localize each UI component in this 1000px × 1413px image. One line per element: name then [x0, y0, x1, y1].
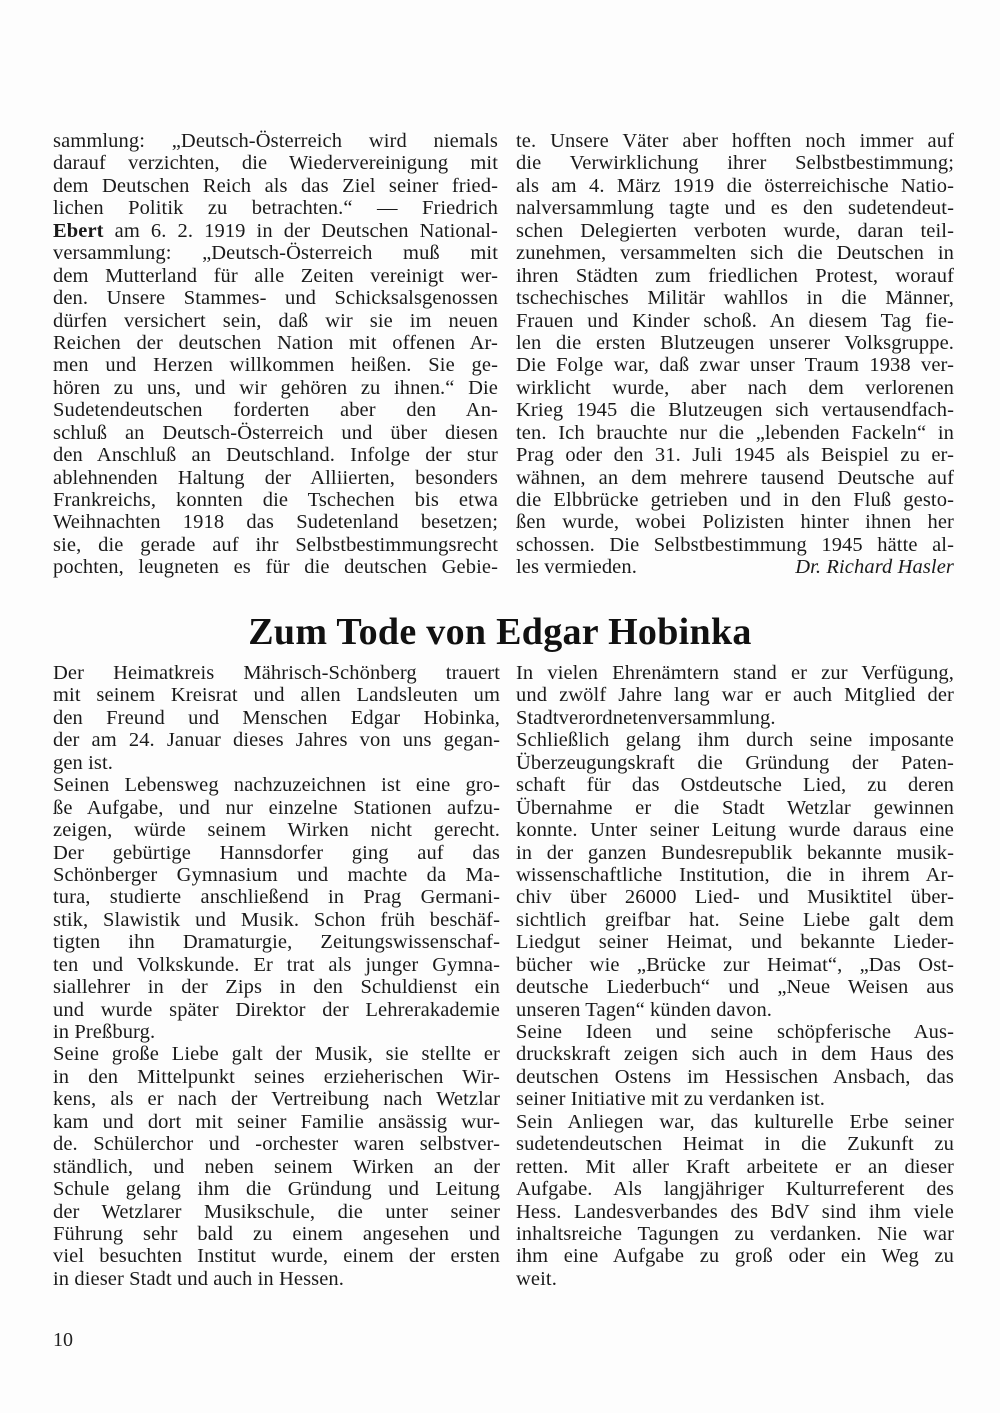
text-line: Übernahme er die Stadt Wetzlar gewinnen — [516, 796, 954, 819]
text-line: kam und dort mit seiner Familie ansässig wur- — [53, 1110, 500, 1133]
text-line: darauf verzichten, die Wiedervereinigung mit — [53, 152, 498, 175]
text-line: tura, studierte anschließend in Prag Germani- — [53, 886, 500, 909]
text-line: de. Schülerchor und -orchester waren selbstver- — [53, 1133, 500, 1156]
text-line: men und Herzen willkommen heißen. Sie ge- — [53, 354, 498, 377]
text-line: schen Delegierten verboten wurde, daran teil- — [516, 219, 954, 242]
text-line: sudetendeutschen Heimat in die Zukunft zu — [516, 1133, 954, 1156]
text-line: den Anschluß an Deutschland. Infolge der stur — [53, 444, 498, 467]
text-line: und zwölf Jahre lang war er auch Mitglied der — [516, 684, 954, 707]
text-line: ße Aufgabe, und nur einzelne Stationen aufzu- — [53, 796, 500, 819]
text-line: wirklicht wurde, aber nach dem verlorenen — [516, 376, 954, 399]
text-line: als am 4. März 1919 die österreichische Natio- — [516, 174, 954, 197]
text-line: in der ganzen Bundesrepublik bekannte musik- — [516, 841, 954, 864]
text-line: ßen wurde, wobei Polizisten hinter ihnen her — [516, 511, 954, 534]
text-line: Schließlich gelang ihm durch seine imposante — [516, 729, 954, 752]
author-signature: Dr. Richard Hasler — [795, 556, 954, 579]
text-line-rest: am 6. 2. 1919 in der Deutschen National- — [103, 219, 498, 242]
text-line: lichen Politik zu betrachten.“ — Friedrich — [53, 197, 498, 220]
text-line: viel besuchten Institut wurde, einem der ersten — [53, 1245, 500, 1268]
text-line: schaft für das Ostdeutsche Lied, zu deren — [516, 774, 954, 797]
text-line: der Wetzlarer Musikschule, die unter seiner — [53, 1200, 500, 1223]
text-line: Frankreichs, konnten die Tschechen bis etwa — [53, 489, 498, 511]
text-line: den. Unsere Stammes- und Schicksalsgenossen — [53, 287, 498, 310]
text-line: ten und Volkskunde. Er trat als junger Gymna- — [53, 953, 500, 976]
page-number: 10 — [53, 1329, 73, 1351]
text-line: seiner Initiative mit zu verdanken ist. — [516, 1088, 826, 1111]
text-line: te. Unsere Väter aber hofften noch immer auf — [516, 130, 954, 152]
text-line: nalversammlung tagte und es den sudetendeut- — [516, 197, 954, 220]
text-line: dürfen versichert sein, daß wir sie im neuen — [53, 309, 498, 332]
text-line: die Elbbrücke getrieben und in den Fluß gesto- — [516, 489, 954, 511]
text-line: pochten, leugneten es für die deutschen Gebie- — [53, 556, 498, 579]
text-line: weit. — [516, 1267, 557, 1290]
article-signoff — [516, 556, 954, 578]
text-line: Sudetendeutschen forderten aber den An- — [53, 399, 498, 422]
text-line: Aufgabe. Als langjähriger Kulturreferent des — [516, 1178, 954, 1201]
text-line: retten. Mit aller Kraft arbeitete er an dieser — [516, 1155, 954, 1178]
text-line: Der gebürtige Hannsdorfer ging auf das — [53, 841, 500, 864]
text-line: kens, als er nach der Vertreibung nach Wetzlar — [53, 1088, 500, 1111]
text-line: hören zu uns, und wir gehören zu ihnen.“ Die — [53, 376, 498, 399]
text-line: ihm eine Aufgabe zu groß oder ein Weg zu — [516, 1245, 954, 1268]
text-line: versammlung: „Deutsch-Österreich muß mit — [53, 242, 498, 265]
text-line: deutsche Liederbuch“ und „Neue Weisen aus — [516, 976, 954, 999]
text-line: Liedgut seiner Heimat, und bekannte Lieder- — [516, 931, 954, 954]
text-line: sie, die gerade auf ihr Selbstbestimmungsrecht — [53, 533, 498, 556]
text-line: Sein Anliegen war, das kulturelle Erbe seiner — [516, 1110, 954, 1133]
upper-article-right-column — [516, 130, 954, 579]
text-line: wähnen, an dem mehrere tausend Deutsche auf — [516, 466, 954, 489]
closing-text: les vermieden. — [516, 556, 637, 579]
text-line: dem Mutterland für alle Zeiten vereinigt wer- — [53, 264, 498, 287]
text-line: Überzeugungskraft die Gründung der Paten- — [516, 751, 954, 774]
text-line: ständlich, und neben seinem Wirken an der — [53, 1155, 500, 1178]
obituary-headline: Zum Tode von Edgar Hobinka — [248, 611, 752, 653]
text-line: in dieser Stadt und auch in Hessen. — [53, 1267, 345, 1290]
text-line: ablehnenden Haltung der Alliierten, besonders — [53, 466, 498, 489]
text-line: bücher wie „Brücke zur Heimat“, „Das Ost- — [516, 953, 954, 976]
text-line: siallehrer in der Zips in den Schuldienst ein — [53, 976, 500, 999]
text-line: ten. Ich brauchte nur die „lebenden Fackeln“ in — [516, 421, 954, 444]
text-line — [53, 220, 498, 242]
text-line: Seinen Lebensweg nachzuzeichnen ist eine gro- — [53, 774, 500, 797]
text-line: Krieg 1945 die Blutzeugen sich vertausendfach- — [516, 399, 954, 422]
text-line: In vielen Ehrenämtern stand er zur Verfügung, — [516, 662, 954, 684]
text-line: Stadtverordnetenversammlung. — [516, 706, 776, 729]
text-line: Der Heimatkreis Mährisch-Schönberg trauert — [53, 662, 500, 684]
obituary-left-column — [53, 662, 500, 1290]
text-line: tschechisches Militär wahllos in die Männer, — [516, 287, 954, 310]
text-line: schossen. Die Selbstbestimmung 1945 hätte al- — [516, 533, 954, 556]
text-line: ihren Städten zum friedlichen Protest, worauf — [516, 264, 954, 287]
bold-name: Ebert — [53, 219, 104, 242]
text-line: mit seinem Kreisrat und allen Landsleuten um — [53, 684, 500, 707]
text-line: inhaltsreiche Tagungen zu verdanken. Nie war — [516, 1222, 954, 1245]
obituary-right-column — [516, 662, 954, 1290]
text-line: konnte. Unter seiner Leitung wurde daraus eine — [516, 819, 954, 842]
text-line: stik, Slawistik und Musik. Schon früh beschäf- — [53, 908, 500, 931]
text-line: schluß an Deutsch-Österreich und über diesen — [53, 421, 498, 444]
text-line: Reichen der deutschen Nation mit offenen Ar- — [53, 331, 498, 354]
text-line: Führung sehr bald zu einem angesehen und — [53, 1222, 500, 1245]
text-line: der am 24. Januar dieses Jahres von uns gegan- — [53, 729, 500, 752]
text-line: Weihnachten 1918 das Sudetenland besetzen; — [53, 511, 498, 534]
text-line: den Freund und Menschen Edgar Hobinka, — [53, 706, 500, 729]
text-line: die Verwirklichung ihrer Selbstbestimmung; — [516, 152, 954, 175]
text-line: chiv über 26000 Lied- und Musiktitel über- — [516, 886, 954, 909]
text-line: deutschen Ostens im Hessischen Ansbach, das — [516, 1065, 954, 1088]
text-line: gen ist. — [53, 751, 114, 774]
text-line: und wurde später Direktor der Lehrerakademie — [53, 998, 500, 1021]
text-line: Frauen und Kinder schoß. An diesem Tag fie- — [516, 309, 954, 332]
text-line: Prag oder den 31. Juli 1945 als Beispiel zu er- — [516, 444, 954, 467]
text-line: zunehmen, versammelten sich die Deutschen in — [516, 242, 954, 265]
upper-article-left-column — [53, 130, 498, 579]
text-line: Seine große Liebe galt der Musik, sie stellte er — [53, 1043, 500, 1066]
text-line: Die Folge war, daß zwar unser Traum 1938 ver- — [516, 354, 954, 377]
text-line: wissenschaftliche Institution, die in ihrem Ar- — [516, 863, 954, 886]
text-line: zeigen, würde seinem Wirken nicht gerecht. — [53, 819, 500, 842]
text-line: sammlung: „Deutsch-Österreich wird niemals — [53, 130, 498, 152]
text-line: unseren Tagen“ künden davon. — [516, 998, 773, 1021]
text-line: dem Deutschen Reich als das Ziel seiner fried- — [53, 174, 498, 197]
text-line: sichtlich greifbar hat. Seine Liebe galt dem — [516, 908, 954, 931]
text-line: in Preßburg. — [53, 1021, 156, 1043]
text-line: Schule gelang ihm die Gründung und Leitung — [53, 1178, 500, 1201]
text-line: tigten ihn Dramaturgie, Zeitungswissenschaf- — [53, 931, 500, 954]
text-line: Schönberger Gymnasium und machte da Ma- — [53, 863, 500, 886]
text-line: Hess. Landesverbandes des BdV sind ihm viele — [516, 1200, 954, 1223]
text-line: Seine Ideen und seine schöpferische Aus- — [516, 1021, 954, 1043]
text-line: len die ersten Blutzeugen unserer Volksgruppe. — [516, 331, 954, 354]
text-line: in den Mittelpunkt seines erzieherischen Wir- — [53, 1065, 500, 1088]
text-line: druckskraft zeigen sich auch in dem Haus des — [516, 1043, 954, 1066]
